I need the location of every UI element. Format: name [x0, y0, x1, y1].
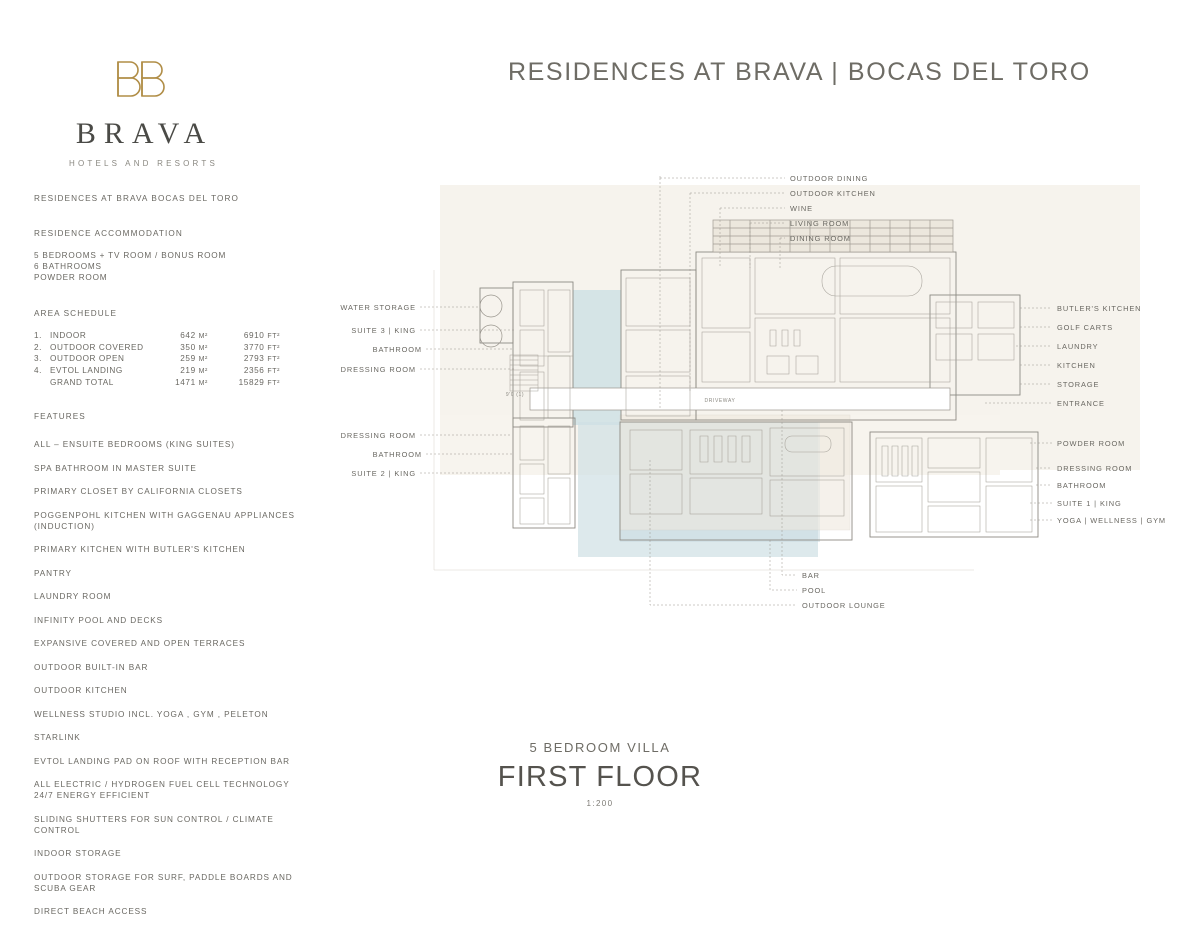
- callout-powder-room: POWDER ROOM: [1057, 439, 1126, 448]
- row-ft2: 3770 FT²: [243, 342, 280, 352]
- footer-subtitle: 5 BEDROOM VILLA: [529, 740, 671, 755]
- callout-dining-room: DINING ROOM: [790, 234, 851, 243]
- list-item: POWDER ROOM: [34, 273, 108, 282]
- row-m2: 642 M²: [180, 331, 208, 341]
- page-title: RESIDENCES AT BRAVA | BOCAS DEL TORO: [508, 58, 1091, 86]
- feature-item: SLIDING SHUTTERS FOR SUN CONTROL / CLIMATE CONTROL: [34, 814, 274, 835]
- callout-pool: POOL: [802, 586, 827, 595]
- table-row-total: [34, 376, 280, 388]
- callout-kitchen: KITCHEN: [1057, 361, 1096, 370]
- feature-item: OUTDOOR STORAGE FOR SURF, PADDLE BOARDS AND SCUBA GEAR: [34, 872, 293, 893]
- area-schedule-title: AREA SCHEDULE: [34, 309, 118, 318]
- feature-item: SPA BATHROOM IN MASTER SUITE: [34, 463, 197, 473]
- footer-scale: 1:200: [586, 799, 614, 808]
- feature-item: INFINITY POOL AND DECKS: [34, 615, 163, 625]
- feature-item: PANTRY: [34, 568, 72, 578]
- callout-bathroom-3: BATHROOM: [372, 345, 422, 354]
- row-m2: 219 M²: [180, 366, 208, 376]
- list-item: 6 BATHROOMS: [34, 262, 102, 271]
- row-no: 3.: [34, 354, 43, 364]
- feature-item: POGGENPOHL KITCHEN WITH GAGGENAU APPLIANCES (INDUCTION): [34, 510, 295, 531]
- callout-wine: WINE: [790, 204, 813, 213]
- feature-item: PRIMARY KITCHEN WITH BUTLER'S KITCHEN: [34, 545, 246, 555]
- table-row: [34, 365, 280, 377]
- feature-item: STARLINK: [34, 733, 81, 743]
- accommodation-list: [34, 250, 334, 283]
- row-m2: 259 M²: [180, 354, 208, 364]
- row-ft2: 6910 FT²: [243, 331, 280, 341]
- features-title: FEATURES: [34, 412, 86, 422]
- feature-item: LAUNDRY ROOM: [34, 592, 112, 602]
- brand-tagline: HOTELS AND RESORTS: [68, 159, 219, 168]
- row-no: [34, 376, 50, 388]
- plan-note-driveway: DRIVEWAY: [704, 398, 736, 404]
- area-schedule-table: [34, 330, 280, 388]
- row-no: 2.: [34, 342, 43, 352]
- feature-item: ALL – ENSUITE BEDROOMS (KING SUITES): [34, 440, 235, 450]
- floor-plan: [330, 160, 1190, 640]
- callout-storage: STORAGE: [1057, 380, 1100, 389]
- table-row: [34, 342, 280, 354]
- callout-outdoor-lounge: OUTDOOR LOUNGE: [802, 601, 886, 610]
- row-name: INDOOR: [50, 331, 87, 341]
- row-name: OUTDOOR OPEN: [50, 354, 125, 364]
- svg-text:9'0 (1): 9'0 (1): [505, 392, 525, 398]
- callout-outdoor-dining: OUTDOOR DINING: [790, 174, 869, 183]
- row-no: 4.: [34, 366, 43, 376]
- feature-item: ALL ELECTRIC / HYDROGEN FUEL CELL TECHNOLOGY 24/7 ENERGY EFFICIENT: [34, 780, 290, 801]
- callout-water-storage: WATER STORAGE: [340, 303, 416, 312]
- callout-bathroom-1: BATHROOM: [1057, 481, 1107, 490]
- callout-suite-3: SUITE 3 | KING: [351, 326, 416, 335]
- row-ft2: 2356 FT²: [243, 366, 280, 376]
- callout-laundry: LAUNDRY: [1057, 342, 1099, 351]
- accommodation-title: RESIDENCE ACCOMMODATION: [34, 229, 183, 238]
- list-item: 5 BEDROOMS + TV ROOM / BONUS ROOM: [34, 251, 227, 260]
- row-no: 1.: [34, 331, 43, 341]
- feature-item: OUTDOOR BUILT-IN BAR: [34, 662, 149, 672]
- callout-suite-2: SUITE 2 | KING: [351, 469, 416, 478]
- row-name: GRAND TOTAL: [50, 377, 114, 387]
- footer-title: FIRST FLOOR: [497, 761, 703, 793]
- row-name: EVTOL LANDING: [50, 366, 123, 376]
- brand-name: BRAVA: [75, 117, 214, 150]
- row-name: OUTDOOR COVERED: [50, 342, 144, 352]
- brand-logo: [34, 55, 249, 168]
- row-m2: 1471 M²: [175, 377, 208, 387]
- table-row: [34, 353, 280, 365]
- feature-item: INDOOR STORAGE: [34, 849, 122, 859]
- callout-dressing-room-3: DRESSING ROOM: [340, 365, 416, 374]
- row-ft2: 2793 FT²: [243, 354, 280, 364]
- callout-entrance: ENTRANCE: [1057, 399, 1105, 408]
- callout-dressing-room-2: DRESSING ROOM: [340, 431, 416, 440]
- callout-suite-1: SUITE 1 | KING: [1057, 499, 1122, 508]
- feature-item: OUTDOOR KITCHEN: [34, 686, 128, 696]
- table-row: [34, 330, 280, 342]
- feature-item: EXPANSIVE COVERED AND OPEN TERRACES: [34, 639, 246, 649]
- features-list: [34, 439, 334, 917]
- feature-item: DIRECT BEACH ACCESS: [34, 907, 148, 917]
- callout-dressing-room-1: DRESSING ROOM: [1057, 464, 1133, 473]
- brava-monogram-icon: [34, 55, 249, 107]
- feature-item: PRIMARY CLOSET BY CALIFORNIA CLOSETS: [34, 487, 243, 497]
- callout-outdoor-kitchen: OUTDOOR KITCHEN: [790, 189, 876, 198]
- callout-golf-carts: GOLF CARTS: [1057, 323, 1114, 332]
- callout-butlers-kitchen: BUTLER'S KITCHEN: [1057, 304, 1142, 313]
- callout-living-room: LIVING ROOM: [790, 219, 850, 228]
- row-ft2: 15829 FT²: [238, 377, 280, 387]
- feature-item: EVTOL LANDING PAD ON ROOF WITH RECEPTION BAR: [34, 756, 290, 766]
- callout-yoga-wellness-gym: YOGA | WELLNESS | GYM: [1057, 516, 1166, 525]
- callout-bathroom-2: BATHROOM: [372, 450, 422, 459]
- row-m2: 350 M²: [180, 342, 208, 352]
- floor-plan-drawing: [330, 160, 1190, 640]
- feature-item: WELLNESS STUDIO INCL. YOGA , GYM , PELETON: [34, 709, 269, 719]
- project-line: RESIDENCES AT BRAVA BOCAS DEL TORO: [34, 194, 239, 203]
- plan-footer: [0, 740, 1200, 808]
- callout-bar: BAR: [802, 571, 820, 580]
